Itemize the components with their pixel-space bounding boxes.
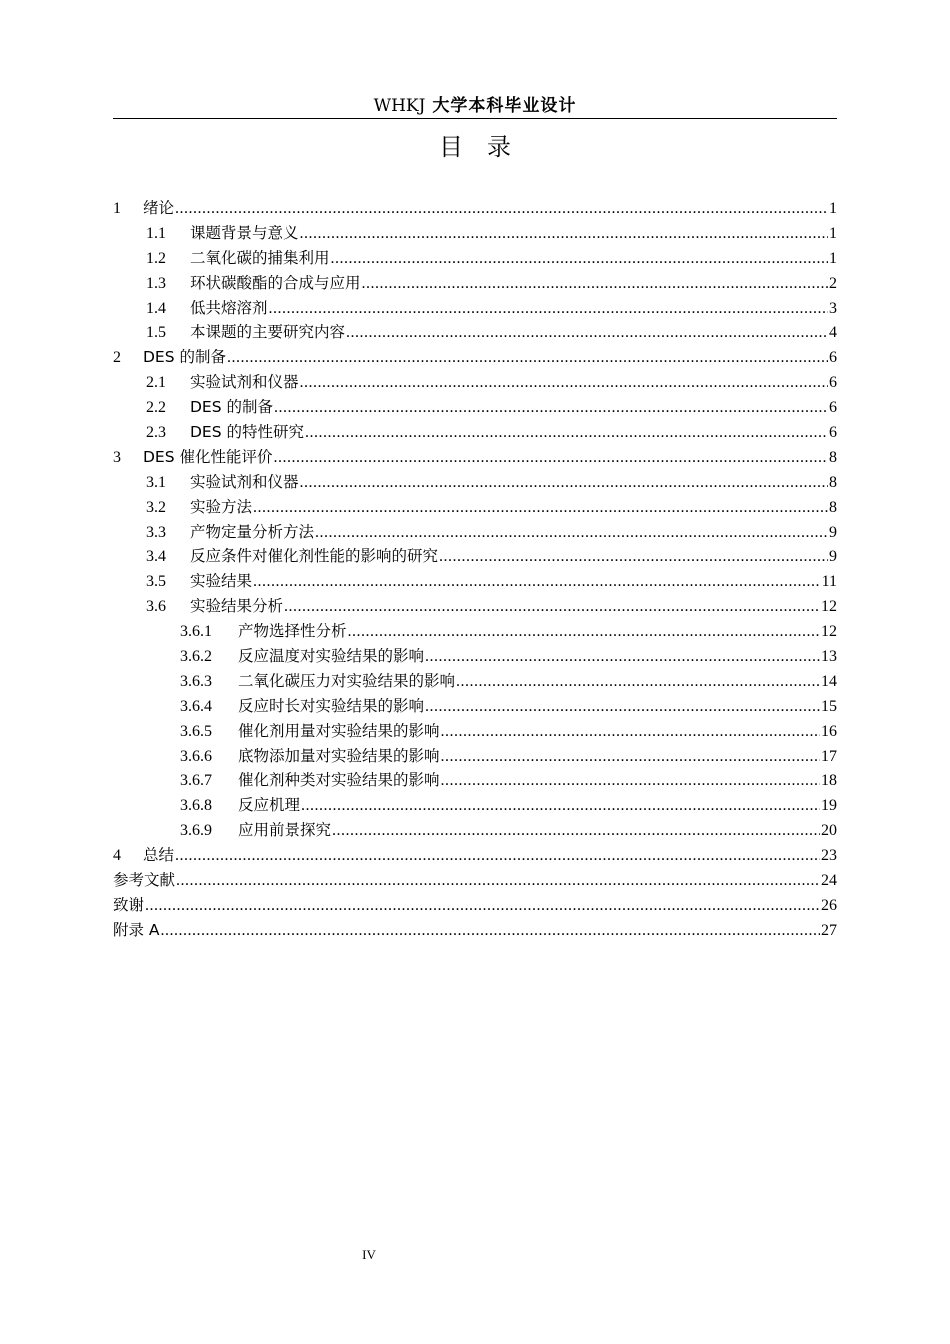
toc-entry[interactable] xyxy=(113,818,837,843)
toc-entry-page: 4 xyxy=(829,324,837,342)
toc-entry[interactable] xyxy=(113,619,837,644)
toc-dot-leader xyxy=(176,869,820,894)
toc-entry-number: 3.3 xyxy=(146,523,166,541)
toc-dot-leader xyxy=(456,670,820,695)
toc-entry-page: 8 xyxy=(829,498,837,516)
toc-dot-leader xyxy=(300,222,828,247)
toc-entry-number: 3.6.5 xyxy=(180,722,212,740)
toc-entry-number: 3 xyxy=(113,448,121,466)
toc-entry-title: 产物定量分析方法 xyxy=(190,522,315,541)
toc-entry-page: 11 xyxy=(821,573,837,591)
page-number: IV xyxy=(362,1247,376,1262)
toc-entry-number: 2 xyxy=(113,349,121,367)
toc-entry-title: DES 的制备 xyxy=(143,348,226,367)
toc-entry-page: 24 xyxy=(821,872,837,890)
toc-entry[interactable] xyxy=(113,594,837,619)
toc-dot-leader xyxy=(274,396,828,421)
toc-entry-page: 17 xyxy=(821,747,837,765)
toc-dot-leader xyxy=(441,745,820,770)
toc-entry-title: 实验试剂和仪器 xyxy=(190,472,299,491)
toc-entry-page: 6 xyxy=(829,349,837,367)
toc-dot-leader xyxy=(284,595,820,620)
toc-entry-page: 19 xyxy=(821,797,837,815)
toc-entry-title: 总结 xyxy=(143,846,175,865)
toc-dot-leader xyxy=(175,197,828,222)
toc-entry-number: 1.2 xyxy=(146,249,166,267)
toc-entry[interactable] xyxy=(113,719,837,744)
toc-dot-leader xyxy=(161,919,820,944)
toc-dot-leader xyxy=(175,844,820,869)
toc-entry-number: 2.2 xyxy=(146,399,166,417)
toc-entry-page: 6 xyxy=(829,399,837,417)
toc-entry-title: DES 催化性能评价 xyxy=(143,447,273,466)
toc-entry[interactable] xyxy=(113,395,837,420)
toc-entry-number: 3.6.3 xyxy=(180,672,212,690)
toc-entry[interactable] xyxy=(113,744,837,769)
toc-entry-page: 6 xyxy=(829,374,837,392)
toc-dot-leader xyxy=(305,421,828,446)
toc-entry-number: 1.3 xyxy=(146,274,166,292)
toc-entry-page: 6 xyxy=(829,424,837,442)
toc-dot-leader xyxy=(301,794,820,819)
toc-entry-page: 15 xyxy=(821,697,837,715)
toc-entry[interactable] xyxy=(113,569,837,594)
toc-entry-title: 实验方法 xyxy=(190,497,253,516)
toc-entry[interactable] xyxy=(113,893,837,918)
toc-entry[interactable] xyxy=(113,470,837,495)
toc-entry-number: 3.6.8 xyxy=(180,797,212,815)
toc-entry-number: 3.1 xyxy=(146,473,166,491)
toc-entry-page: 18 xyxy=(821,772,837,790)
table-of-contents xyxy=(113,196,837,943)
toc-entry-page: 1 xyxy=(829,249,837,267)
toc-entry[interactable] xyxy=(113,694,837,719)
toc-dot-leader xyxy=(362,272,828,297)
toc-entry-title: 反应温度对实验结果的影响 xyxy=(238,647,425,666)
toc-dot-leader xyxy=(348,620,820,645)
header-title: 大学本科毕业设计 xyxy=(432,96,577,116)
toc-entry-page: 1 xyxy=(829,224,837,242)
running-header xyxy=(113,94,837,119)
toc-entry[interactable] xyxy=(113,843,837,868)
toc-entry-title: 二氧化碳压力对实验结果的影响 xyxy=(238,671,456,690)
toc-dot-leader xyxy=(439,545,828,570)
toc-entry-title: 反应时长对实验结果的影响 xyxy=(238,696,425,715)
toc-entry-number: 2.1 xyxy=(146,374,166,392)
toc-entry[interactable] xyxy=(113,644,837,669)
toc-entry[interactable] xyxy=(113,370,837,395)
toc-entry[interactable] xyxy=(113,320,837,345)
toc-entry-title: 参考文献 xyxy=(113,871,176,890)
toc-entry[interactable] xyxy=(113,918,837,943)
toc-entry-title: 环状碳酸酯的合成与应用 xyxy=(190,273,361,292)
toc-dot-leader xyxy=(425,695,820,720)
toc-entry-page: 26 xyxy=(821,896,837,914)
toc-entry[interactable] xyxy=(113,246,837,271)
header-school-code: WHKJ xyxy=(373,96,426,116)
toc-entry[interactable] xyxy=(113,669,837,694)
toc-title: 目 录 xyxy=(439,133,511,161)
toc-entry-title: 反应条件对催化剂性能的影响的研究 xyxy=(190,547,439,566)
toc-entry[interactable] xyxy=(113,445,837,470)
toc-entry-page: 2 xyxy=(829,274,837,292)
toc-entry-page: 13 xyxy=(821,648,837,666)
toc-entry-number: 3.2 xyxy=(146,498,166,516)
toc-entry-number: 3.6.1 xyxy=(180,623,212,641)
toc-entry-number: 2.3 xyxy=(146,424,166,442)
toc-entry[interactable] xyxy=(113,196,837,221)
toc-entry-number: 3.6 xyxy=(146,598,166,616)
toc-entry-title: 课题背景与意义 xyxy=(190,223,299,242)
toc-entry-number: 3.4 xyxy=(146,548,166,566)
toc-entry[interactable] xyxy=(113,768,837,793)
toc-dot-leader xyxy=(300,371,828,396)
toc-dot-leader xyxy=(274,446,829,471)
toc-entry-page: 14 xyxy=(821,672,837,690)
toc-entry-page: 12 xyxy=(821,623,837,641)
toc-entry[interactable] xyxy=(113,544,837,569)
toc-entry-title: 致谢 xyxy=(113,895,145,914)
toc-entry-title: 本课题的主要研究内容 xyxy=(190,323,346,342)
toc-entry-title: 反应机理 xyxy=(238,796,301,815)
toc-entry-page: 12 xyxy=(821,598,837,616)
toc-entry-title: DES 的制备 xyxy=(190,398,273,417)
toc-entry-number: 1 xyxy=(113,200,121,217)
toc-entry-page: 8 xyxy=(829,473,837,491)
toc-entry[interactable] xyxy=(113,793,837,818)
toc-dot-leader xyxy=(227,346,828,371)
toc-entry-title: 实验结果分析 xyxy=(190,597,284,616)
toc-entry-number: 1.1 xyxy=(146,224,166,242)
toc-entry-number: 3.6.7 xyxy=(180,772,212,790)
toc-entry-title: 实验结果 xyxy=(190,572,253,591)
toc-entry-number: 1.4 xyxy=(146,299,166,317)
toc-entry[interactable] xyxy=(113,271,837,296)
toc-entry-number: 3.6.4 xyxy=(180,697,212,715)
toc-dot-leader xyxy=(253,570,821,595)
toc-dot-leader xyxy=(332,819,820,844)
toc-dot-leader xyxy=(425,645,820,670)
toc-entry-number: 3.6.6 xyxy=(180,747,212,765)
toc-entry-title: 二氧化碳的捕集利用 xyxy=(190,248,330,267)
toc-dot-leader xyxy=(253,496,828,521)
toc-dot-leader xyxy=(145,894,820,919)
toc-entry-page: 23 xyxy=(821,847,837,865)
toc-entry-title: 催化剂用量对实验结果的影响 xyxy=(238,721,440,740)
toc-entry-page: 3 xyxy=(829,299,837,317)
toc-entry-title: 产物选择性分析 xyxy=(238,622,347,641)
toc-entry-number: 1.5 xyxy=(146,324,166,342)
toc-entry-page: 9 xyxy=(829,548,837,566)
toc-entry[interactable] xyxy=(113,221,837,246)
toc-entry-number: 3.6.2 xyxy=(180,648,212,666)
toc-dot-leader xyxy=(315,521,828,546)
toc-entry[interactable] xyxy=(113,345,837,370)
toc-entry[interactable] xyxy=(113,296,837,321)
toc-entry-page: 27 xyxy=(821,921,837,939)
toc-entry-title: 底物添加量对实验结果的影响 xyxy=(238,746,440,765)
toc-entry-title: 附录 A xyxy=(113,920,160,939)
toc-entry[interactable] xyxy=(113,495,837,520)
toc-entry[interactable] xyxy=(113,868,837,893)
toc-entry-title: 低共熔溶剂 xyxy=(190,298,268,317)
toc-entry-title: 实验试剂和仪器 xyxy=(190,373,299,392)
toc-entry-number: 3.5 xyxy=(146,573,166,591)
toc-entry-page: 20 xyxy=(821,822,837,840)
toc-entry-number: 3.6.9 xyxy=(180,822,212,840)
toc-dot-leader xyxy=(300,471,828,496)
toc-entry-number: 4 xyxy=(113,847,121,865)
toc-entry-title: 催化剂种类对实验结果的影响 xyxy=(238,771,440,790)
toc-entry-page: 1 xyxy=(829,200,837,217)
toc-dot-leader xyxy=(269,297,828,322)
toc-dot-leader xyxy=(441,769,820,794)
toc-dot-leader xyxy=(441,720,820,745)
toc-dot-leader xyxy=(346,321,828,346)
toc-entry-page: 8 xyxy=(829,448,837,466)
toc-entry[interactable] xyxy=(113,520,837,545)
toc-entry-title: DES 的特性研究 xyxy=(190,423,304,442)
toc-entry-title: 应用前景探究 xyxy=(238,821,332,840)
toc-dot-leader xyxy=(331,247,828,272)
toc-entry-page: 16 xyxy=(821,722,837,740)
toc-entry-page: 9 xyxy=(829,523,837,541)
toc-entry[interactable] xyxy=(113,420,837,445)
toc-entry-title: 绪论 xyxy=(143,199,175,217)
